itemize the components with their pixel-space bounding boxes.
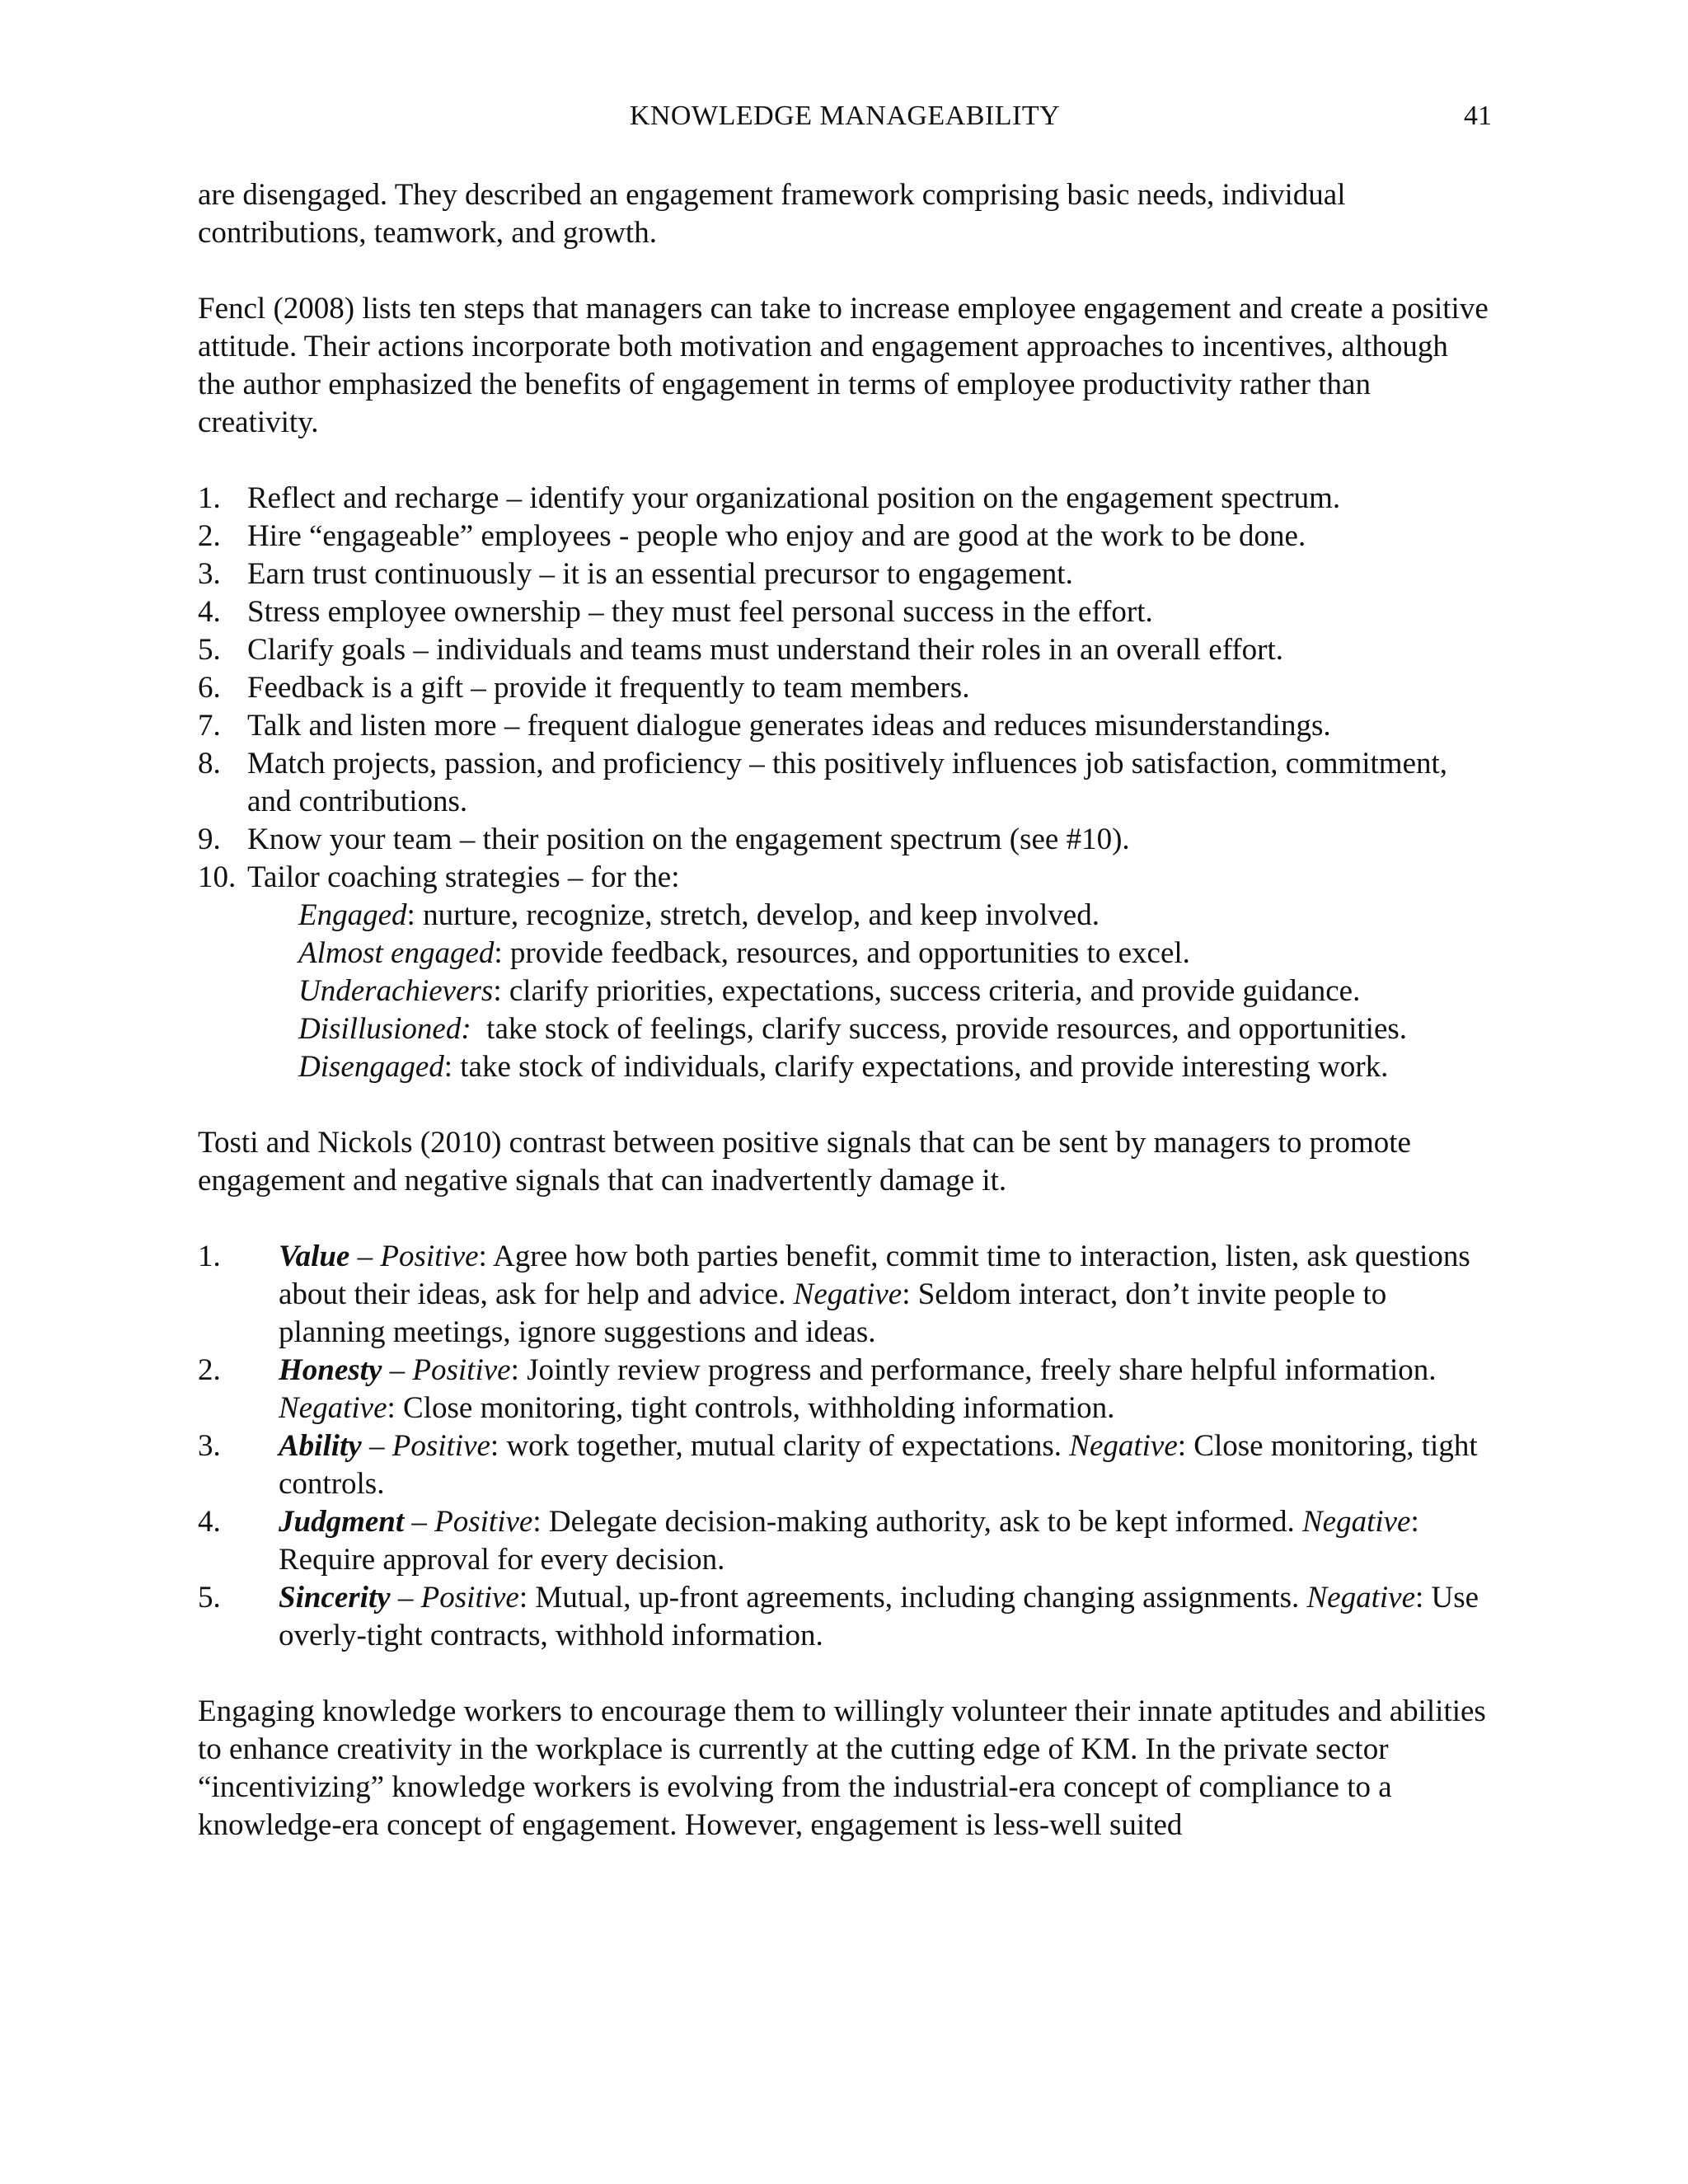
list-item xyxy=(198,1427,1492,1503)
signal-keyword: Judgment xyxy=(279,1505,405,1539)
document-body xyxy=(198,176,1492,1844)
coaching-item xyxy=(298,1010,1492,1048)
signal-keyword: Sincerity xyxy=(279,1581,391,1615)
list-item xyxy=(198,555,1492,593)
list-text: Earn trust continuously – it is an essential precursor to engagement. xyxy=(247,557,1073,591)
list-text: Clarify goals – individuals and teams must understand their roles in an overall effort. xyxy=(247,633,1284,667)
list-number: 2. xyxy=(198,519,221,553)
list-item xyxy=(198,707,1492,745)
paragraph-4: Engaging knowledge workers to encourage them to willingly volunteer their innate aptitudes and abilities to enhance creativity in the workplace is currently at the cutting edge of KM. In the private sector “incentivizing” knowledge workers is evolving from the industrial-era concept of compliance to a knowledge-era concept of engagement. However, engagement is less-well suited xyxy=(198,1694,1486,1842)
engagement-steps-list xyxy=(198,480,1492,1086)
list-number: 3. xyxy=(198,557,221,591)
list-text: Match projects, passion, and proficiency – this positively influences job satisfaction, commitment, and contributions. xyxy=(247,747,1448,818)
list-item xyxy=(198,1238,1492,1352)
coaching-item xyxy=(298,1048,1492,1086)
signal-dash: – xyxy=(404,1505,435,1539)
list-text: Know your team – their position on the engagement spectrum (see #10). xyxy=(247,823,1130,856)
coaching-sep: : xyxy=(443,1050,453,1084)
list-item xyxy=(198,518,1492,555)
positive-text: : Mutual, up-front agreements, including changing assignments. xyxy=(518,1581,1307,1615)
list-item xyxy=(198,631,1492,669)
list-number: 7. xyxy=(198,709,221,743)
positive-label: Positive xyxy=(434,1505,533,1539)
list-number: 8. xyxy=(198,747,221,780)
positive-label: Positive xyxy=(420,1581,519,1615)
list-text: Feedback is a gift – provide it frequently to team members. xyxy=(247,671,970,705)
positive-text: : Jointly review progress and performance, freely share helpful information. xyxy=(510,1353,1437,1387)
list-text: Hire “engageable” employees - people who enjoy and are good at the work to be done. xyxy=(247,519,1306,553)
negative-text: : Use overly-tight contracts, withhold information. xyxy=(279,1581,1479,1652)
list-number: 9. xyxy=(198,823,221,856)
coaching-sep: : xyxy=(494,936,503,970)
negative-label: Negative xyxy=(1301,1505,1411,1539)
positive-label: Positive xyxy=(412,1353,511,1387)
list-text: Stress employee ownership – they must feel personal success in the effort. xyxy=(247,595,1153,629)
paragraph-1: are disengaged. They described an engagement framework comprising basic needs, individual contributions, teamwork, and growth. xyxy=(198,178,1346,250)
signal-keyword: Ability xyxy=(279,1429,362,1463)
signals-list xyxy=(198,1238,1492,1655)
negative-text: : Require approval for every decision. xyxy=(279,1505,1419,1577)
list-text: Talk and listen more – frequent dialogue generates ideas and reduces misunderstandings. xyxy=(247,709,1331,743)
list-item xyxy=(198,593,1492,631)
list-number: 2. xyxy=(198,1353,221,1387)
coaching-sep: : xyxy=(493,974,502,1008)
page-header xyxy=(198,97,1492,135)
positive-label: Positive xyxy=(392,1429,490,1463)
coaching-sep: : xyxy=(406,898,415,932)
list-text: Reflect and recharge – identify your organizational position on the engagement spectrum. xyxy=(247,481,1341,515)
coaching-text: take stock of feelings, clarify success, provide resources, and opportunities. xyxy=(471,1012,1408,1046)
coaching-text: nurture, recognize, stretch, develop, and keep involved. xyxy=(415,898,1100,932)
signal-dash: – xyxy=(361,1429,392,1463)
signal-dash: – xyxy=(349,1240,381,1273)
coaching-term: Disillusioned: xyxy=(298,1012,471,1046)
coaching-item xyxy=(298,897,1492,935)
list-item xyxy=(198,1352,1492,1427)
list-item xyxy=(198,480,1492,518)
negative-text: : Close monitoring, tight controls. xyxy=(279,1429,1478,1501)
list-item xyxy=(198,1503,1492,1579)
signal-keyword: Value xyxy=(279,1240,350,1273)
signal-keyword: Honesty xyxy=(279,1353,382,1387)
negative-text: : Seldom interact, don’t invite people to planning meetings, ignore suggestions and ideas. xyxy=(279,1277,1387,1349)
list-number: 4. xyxy=(198,595,221,629)
list-number: 5. xyxy=(198,633,221,667)
coaching-item xyxy=(298,935,1492,972)
list-number: 10. xyxy=(198,860,237,894)
signal-dash: – xyxy=(382,1353,413,1387)
coaching-item xyxy=(298,972,1492,1010)
document-page xyxy=(198,97,1492,1844)
list-item xyxy=(198,1579,1492,1655)
paragraph-3: Tosti and Nickols (2010) contrast between positive signals that can be sent by managers to promote engagement and negative signals that can inadvertently damage it. xyxy=(198,1126,1411,1197)
negative-label: Negative xyxy=(793,1277,903,1311)
page-number: 41 xyxy=(1464,101,1492,131)
coaching-term: Engaged xyxy=(298,898,407,932)
list-item xyxy=(198,821,1492,859)
negative-text: : Close monitoring, tight controls, withholding information. xyxy=(387,1391,1115,1425)
signal-dash: – xyxy=(390,1581,421,1615)
negative-label: Negative xyxy=(279,1391,387,1425)
negative-label: Negative xyxy=(1069,1429,1178,1463)
list-number: 6. xyxy=(198,671,221,705)
coaching-sublist xyxy=(247,897,1492,1086)
running-head: KNOWLEDGE MANAGEABILITY xyxy=(629,101,1061,131)
coaching-text: take stock of individuals, clarify expectations, and provide interesting work. xyxy=(452,1050,1389,1084)
coaching-term: Underachievers xyxy=(298,974,494,1008)
coaching-text: provide feedback, resources, and opportunities to excel. xyxy=(502,936,1190,970)
list-item xyxy=(198,859,1492,1086)
list-number: 1. xyxy=(198,481,221,515)
list-item xyxy=(198,745,1492,821)
positive-text: : Delegate decision-making authority, ask to be kept informed. xyxy=(532,1505,1302,1539)
list-number: 1. xyxy=(198,1240,221,1273)
positive-text: : Agree how both parties benefit, commit time to interaction, listen, ask questions about their ideas, ask for help and advice. xyxy=(279,1240,1470,1311)
list-item xyxy=(198,669,1492,707)
list-number: 5. xyxy=(198,1581,221,1615)
coaching-term: Almost engaged xyxy=(298,936,495,970)
positive-text: : work together, mutual clarity of expectations. xyxy=(490,1429,1070,1463)
paragraph-2: Fencl (2008) lists ten steps that managers can take to increase employee engagement and create a positive attitude. Their actions incorporate both motivation and engagement approaches to incentives, although the author emphasized the benefits of engagement in terms of employee productivity rather than creativity. xyxy=(198,292,1489,439)
negative-label: Negative xyxy=(1306,1581,1416,1615)
list-number: 3. xyxy=(198,1429,221,1463)
coaching-text: clarify priorities, expectations, success criteria, and provide guidance. xyxy=(501,974,1361,1008)
positive-label: Positive xyxy=(380,1240,479,1273)
coaching-term: Disengaged xyxy=(298,1050,444,1084)
list-text: Tailor coaching strategies – for the: xyxy=(247,860,680,894)
list-number: 4. xyxy=(198,1505,221,1539)
